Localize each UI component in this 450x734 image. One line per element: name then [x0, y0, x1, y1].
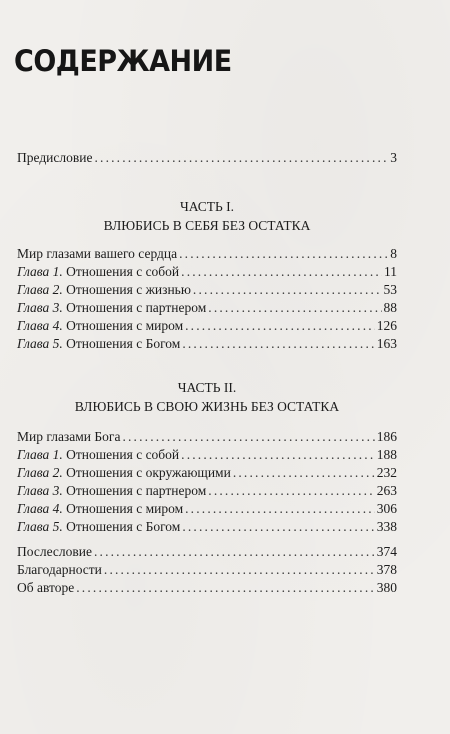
toc-entry-page: 53	[383, 282, 397, 297]
toc-entry-page: 263	[376, 483, 397, 498]
leader-dots	[76, 579, 375, 597]
leader-dots	[182, 518, 374, 536]
toc-entry-label: Отношения с партнером	[66, 483, 207, 498]
chapter-number: Глава 4.	[17, 501, 63, 516]
toc-entry-label: Отношения с Богом	[66, 336, 181, 351]
toc-entry-part1-chapter-4	[17, 317, 397, 335]
toc-entry-part2-chapter-3	[17, 482, 397, 500]
chapter-number: Глава 2.	[17, 465, 63, 480]
toc-entry-about-author	[17, 579, 397, 597]
toc-entry-page: 186	[376, 429, 397, 444]
chapter-number: Глава 3.	[17, 483, 63, 498]
leader-dots	[181, 263, 382, 281]
leader-dots	[181, 446, 375, 464]
toc-entry-label: Отношения с Богом	[66, 519, 181, 534]
leader-dots	[94, 149, 388, 167]
toc-entry-page: 8	[390, 246, 397, 261]
toc-preface	[17, 149, 397, 167]
leader-dots	[208, 299, 381, 317]
part1-subtitle: ВЛЮБИСЬ В СЕБЯ БЕЗ ОСТАТКА	[103, 218, 311, 233]
page-title: СОДЕРЖАНИЕ	[14, 44, 232, 78]
toc-entry-afterword	[17, 543, 397, 561]
toc-entry-part1-chapter-3	[17, 299, 397, 317]
chapter-number: Глава 2.	[17, 282, 63, 297]
toc-end-matter	[17, 543, 397, 597]
toc-entry-part2-chapter-5	[17, 518, 397, 536]
leader-dots	[179, 245, 388, 263]
part1-heading	[17, 197, 397, 235]
toc-entry-label: Мир глазами вашего сердца	[17, 246, 178, 261]
toc-entry-label: Отношения с миром	[66, 318, 184, 333]
toc-entry-acknowledgements	[17, 561, 397, 579]
toc-part1	[17, 245, 397, 353]
toc-entry-label: Отношения с партнером	[66, 300, 207, 315]
part2-number: ЧАСТЬ II.	[177, 380, 237, 395]
toc-entry-page: 11	[384, 264, 397, 279]
toc-entry-page: 188	[376, 447, 397, 462]
toc-entry-preface	[17, 149, 397, 167]
toc-entry-part1-chapter-1	[17, 263, 397, 281]
toc-entry-part1-intro	[17, 245, 397, 263]
chapter-number: Глава 1.	[17, 264, 63, 279]
leader-dots	[208, 482, 374, 500]
toc-entry-label: Об авторе	[17, 580, 75, 595]
chapter-number: Глава 5.	[17, 336, 63, 351]
toc-entry-page: 232	[376, 465, 397, 480]
toc-entry-part2-chapter-4	[17, 500, 397, 518]
toc-entry-part2-chapter-1	[17, 446, 397, 464]
toc-entry-label: Отношения с окружающими	[66, 465, 231, 480]
toc-entry-page: 380	[376, 580, 397, 595]
chapter-number: Глава 5.	[17, 519, 63, 534]
chapter-number: Глава 3.	[17, 300, 63, 315]
toc-entry-page: 374	[376, 544, 397, 559]
toc-entry-page: 126	[376, 318, 397, 333]
toc-part2	[17, 428, 397, 536]
toc-entry-part1-chapter-5	[17, 335, 397, 353]
toc-entry-page: 3	[390, 150, 397, 165]
toc-entry-page: 88	[383, 300, 397, 315]
toc-entry-label: Мир глазами Бога	[17, 429, 121, 444]
leader-dots	[104, 561, 375, 579]
toc-entry-label: Отношения с собой	[66, 264, 180, 279]
toc-entry-part2-intro	[17, 428, 397, 446]
leader-dots	[182, 335, 374, 353]
part2-subtitle: ВЛЮБИСЬ В СВОЮ ЖИЗНЬ БЕЗ ОСТАТКА	[74, 399, 340, 414]
toc-entry-label: Послесловие	[17, 544, 92, 559]
leader-dots	[193, 281, 382, 299]
leader-dots	[185, 317, 375, 335]
toc-entry-part1-chapter-2	[17, 281, 397, 299]
toc-entry-page: 163	[376, 336, 397, 351]
toc-entry-label: Благодарности	[17, 562, 102, 577]
toc-entry-page: 306	[376, 501, 397, 516]
toc-entry-page: 338	[376, 519, 397, 534]
chapter-number: Глава 1.	[17, 447, 63, 462]
leader-dots	[233, 464, 375, 482]
leader-dots	[185, 500, 375, 518]
toc-entry-page: 378	[376, 562, 397, 577]
leader-dots	[94, 543, 375, 561]
toc-entry-label: Предисловие	[17, 150, 93, 165]
toc-entry-part2-chapter-2	[17, 464, 397, 482]
toc-entry-label: Отношения с собой	[66, 447, 180, 462]
part1-number: ЧАСТЬ I.	[179, 199, 235, 214]
toc-entry-label: Отношения с жизнью	[66, 282, 191, 297]
leader-dots	[122, 428, 374, 446]
part2-heading	[17, 378, 397, 416]
chapter-number: Глава 4.	[17, 318, 63, 333]
toc-entry-label: Отношения с миром	[66, 501, 184, 516]
